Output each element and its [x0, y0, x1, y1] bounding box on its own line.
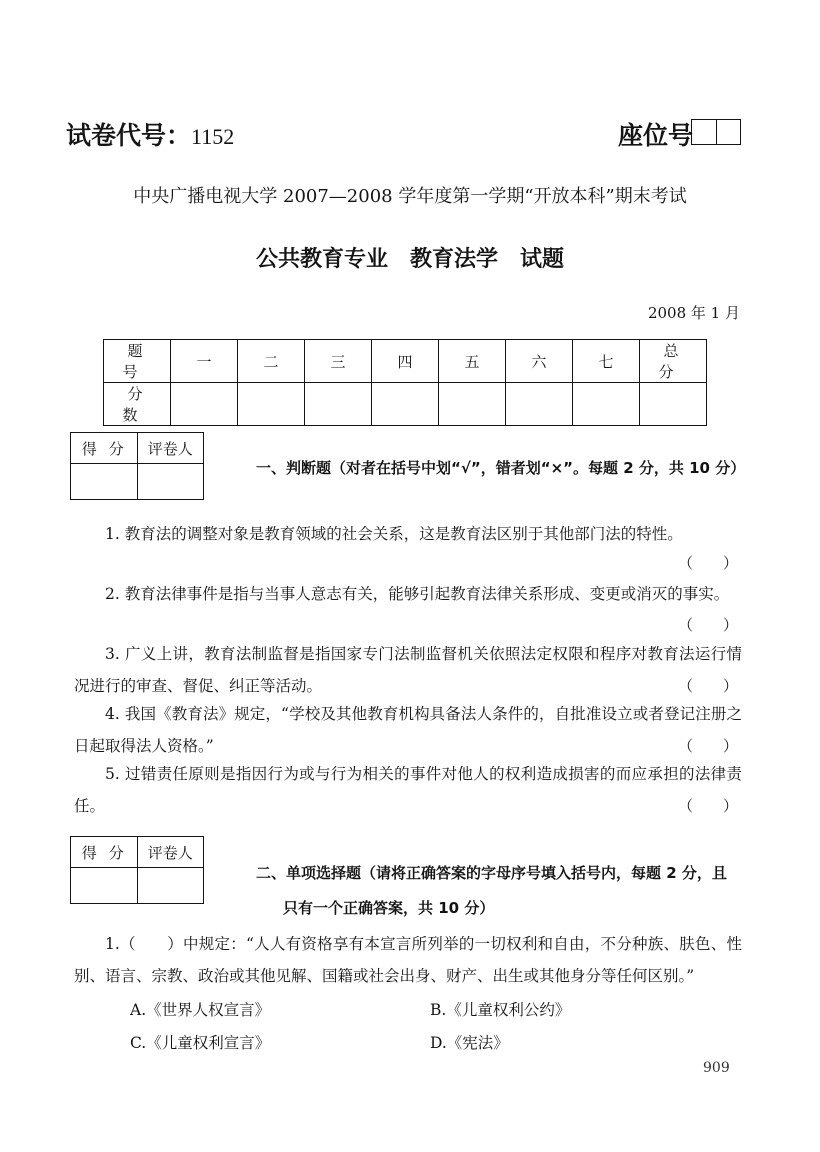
grader-name-cell[interactable] [137, 868, 204, 904]
score-table-column: 五 [439, 340, 506, 383]
section1-grader-box [70, 432, 204, 500]
grader-score-label: 得分 [71, 433, 138, 464]
option-a: A.《世界人权宣言》 [130, 1001, 271, 1019]
answer-paren[interactable]: （ ） [677, 737, 738, 755]
exam-date: 2008 年 1 月 [647, 304, 740, 322]
section2-heading-line1: 二、单项选择题（请将正确答案的字母序号填入括号内，每题 2 分，且 [256, 864, 727, 882]
score-table-row-header: 分数 [104, 383, 171, 426]
score-table-column-total: 总分 [640, 340, 707, 383]
score-cell[interactable] [305, 383, 372, 426]
grader-name-label: 评卷人 [137, 433, 204, 464]
score-table [103, 339, 707, 426]
grader-score-cell[interactable] [71, 464, 138, 500]
seat-number-box[interactable] [691, 119, 741, 145]
paper-code-label: 试卷代号： [66, 121, 192, 150]
grader-name-cell[interactable] [137, 464, 204, 500]
exam-university-line: 中央广播电视大学 2007—2008 学年度第一学期“开放本科”期末考试 [133, 186, 687, 207]
score-cell[interactable] [372, 383, 439, 426]
score-table-column: 一 [171, 340, 238, 383]
option-b: B.《儿童权利公约》 [430, 1001, 571, 1019]
paper-code [66, 116, 234, 152]
section2-heading-line2: 只有一个正确答案，共 10 分） [283, 899, 495, 917]
section1-question-1: 1. 教育法的调整对象是教育领域的社会关系，这是教育法区别于其他部门法的特性。 [105, 525, 683, 543]
score-table-column: 六 [506, 340, 573, 383]
option-c: C.《儿童权利宣言》 [130, 1034, 271, 1052]
section2-question-1: 1.（ ）中规定：“人人有资格享有本宣言所列举的一切权利和自由，不分种族、肤色、性别、语言、宗教、政治或其他见解、国籍或社会出身、财产、出生或其他身分等任何区别。” [74, 935, 742, 985]
score-cell[interactable] [573, 383, 640, 426]
score-table-column: 三 [305, 340, 372, 383]
score-table-column: 四 [372, 340, 439, 383]
answer-paren[interactable]: （ ） [677, 616, 738, 634]
score-table-column: 二 [238, 340, 305, 383]
seat-box-cell[interactable] [716, 120, 741, 144]
section1-question-4: 4. 我国《教育法》规定，“学校及其他教育机构具备法人条件的，自批准设立或者登记注册之日起取得法人资格。” [74, 705, 742, 755]
section1-question-5: 5. 过错责任原则是指因行为或与行为相关的事件对他人的权利造成损害的而应承担的法律责任。 [74, 765, 742, 815]
seat-number-label: 座位号 [618, 121, 694, 150]
score-table-row-questions [104, 340, 707, 383]
score-cell[interactable] [640, 383, 707, 426]
section1-question-2: 2. 教育法律事件是指与当事人意志有关，能够引起教育法律关系形成、变更或消灭的事实。 [105, 585, 730, 603]
section1-heading: 一、判断题（对者在括号中划“√”，错者划“×”。每题 2 分，共 10 分） [256, 459, 746, 477]
score-table-row-scores [104, 383, 707, 426]
answer-paren[interactable]: （ ） [677, 554, 738, 572]
score-cell[interactable] [171, 383, 238, 426]
section2-grader-box [70, 836, 204, 904]
paper-code-number: 1152 [191, 124, 235, 149]
score-table-column: 七 [573, 340, 640, 383]
answer-paren[interactable]: （ ） [677, 797, 738, 815]
section1-question-3: 3. 广义上讲，教育法制监督是指国家专门法制监督机关依照法定权限和程序对教育法运行情况进行的审查、督促、纠正等活动。 [74, 645, 742, 695]
score-cell[interactable] [506, 383, 573, 426]
answer-paren[interactable]: （ ） [677, 677, 738, 695]
option-d: D.《宪法》 [430, 1034, 509, 1052]
score-cell[interactable] [439, 383, 506, 426]
score-cell[interactable] [238, 383, 305, 426]
score-table-row-header: 题号 [104, 340, 171, 383]
grader-name-label: 评卷人 [137, 837, 204, 868]
exam-title: 公共教育专业 教育法学 试题 [255, 247, 564, 272]
page-number: 909 [703, 1060, 730, 1076]
seat-box-cell[interactable] [692, 120, 716, 144]
grader-score-label: 得分 [71, 837, 138, 868]
grader-score-cell[interactable] [71, 868, 138, 904]
